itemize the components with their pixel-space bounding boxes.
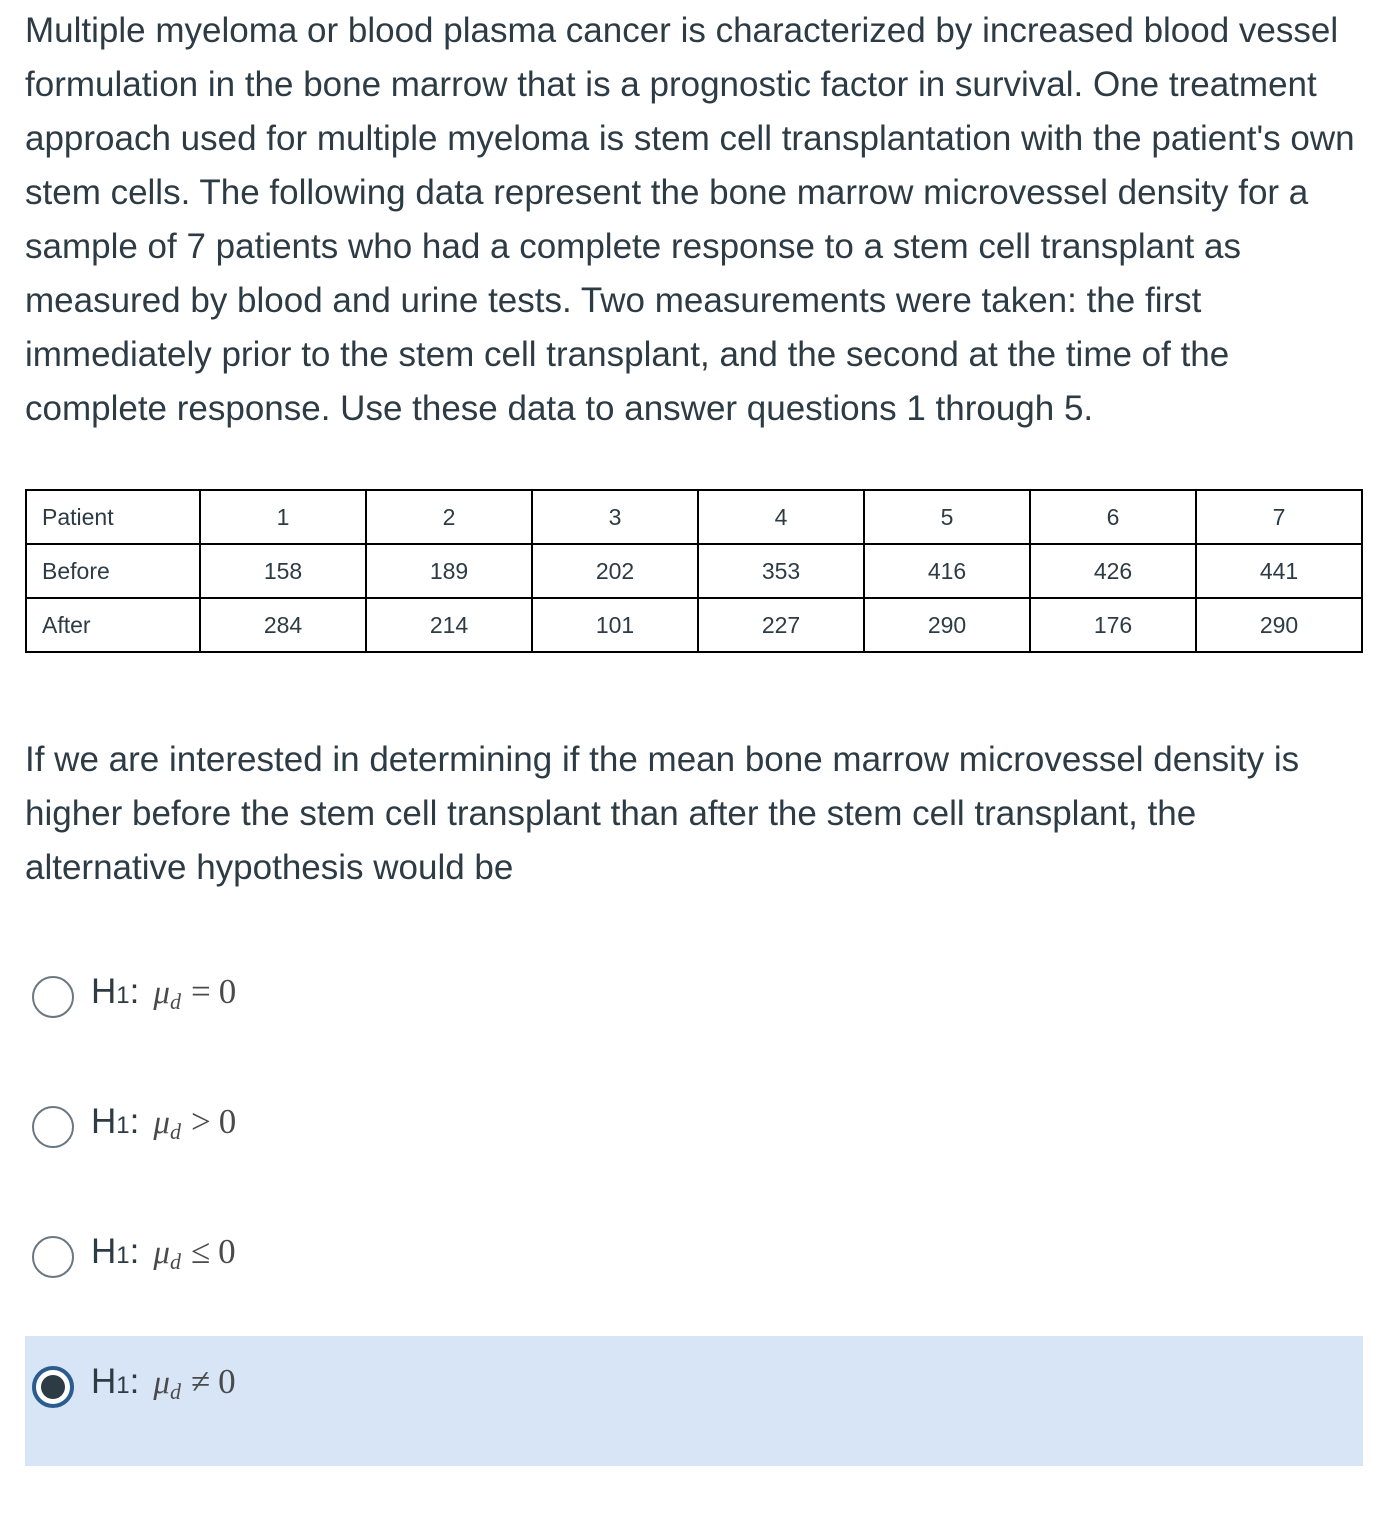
data-table [25, 489, 1363, 653]
hypothesis-expression [153, 1362, 235, 1402]
row-header-before: Before [26, 544, 200, 598]
row-header-patient: Patient [26, 490, 200, 544]
table-cell: 189 [366, 544, 532, 598]
mu-subscript: d [169, 1119, 181, 1144]
hypothesis-expression [153, 1232, 235, 1272]
hypothesis-value: 0 [218, 1362, 236, 1401]
relation-symbol: ≠ [190, 1362, 211, 1401]
radio-button-2[interactable] [32, 1106, 74, 1148]
table-cell: 290 [864, 598, 1030, 652]
table-cell: 176 [1030, 598, 1196, 652]
radio-selected-dot [41, 1375, 65, 1399]
table-cell: 1 [200, 490, 366, 544]
radio-button-1[interactable] [32, 976, 74, 1018]
mu-symbol: μ [153, 1365, 170, 1401]
question-text: If we are interested in determining if the mean bone marrow microvessel density is higher before the stem cell transplant than after the stem cell transplant, the alternative hypothesis would be [25, 740, 1300, 887]
table-cell: 3 [532, 490, 698, 544]
hypothesis-colon: : [129, 1102, 140, 1141]
table-row-patient [26, 490, 1362, 544]
hypothesis-letter: H [91, 1102, 117, 1141]
hypothesis-letter: H [91, 972, 117, 1011]
table-cell: 353 [698, 544, 864, 598]
answer-label-4[interactable]: H 1 : $\mu_d \ne 0$ [91, 1362, 236, 1404]
table-cell: 227 [698, 598, 864, 652]
table-cell: 416 [864, 544, 1030, 598]
mu-symbol: μ [153, 1235, 170, 1271]
table-cell: 101 [532, 598, 698, 652]
mu-subscript: d [169, 1379, 181, 1404]
question-intro: Multiple myeloma or blood plasma cancer is characterized by increased blood vessel formulation in the bone marrow that is a prognostic factor in survival. One treatment approach used for multiple myeloma is stem cell transplantation with the patient's own stem cells. The following data represent the bone marrow microvessel density for a sample of 7 patients who had a complete response to a stem cell transplant as measured by blood and urine tests. Two measurements were taken: the first immediately prior to the stem cell transplant, and the second at the time of the complete response. Use these data to answer questions 1 through 5. [25, 11, 1355, 428]
answer-label-3[interactable]: H 1 : $\mu_d \le 0$ [91, 1232, 236, 1274]
hypothesis-colon: : [129, 1232, 140, 1271]
hypothesis-colon: : [129, 1362, 140, 1401]
mu-symbol: μ [153, 975, 170, 1011]
table-cell: 158 [200, 544, 366, 598]
answer-option-1[interactable] [25, 932, 1363, 1062]
answer-label-1[interactable]: H 1 : $\mu_d = 0$ [91, 972, 237, 1014]
table-cell: 2 [366, 490, 532, 544]
hypothesis-letter: H [91, 1362, 117, 1401]
table-cell: 290 [1196, 598, 1362, 652]
hypothesis-colon: : [129, 972, 140, 1011]
table-cell: 6 [1030, 490, 1196, 544]
answer-label-2[interactable]: H 1 : $\mu_d > 0$ [91, 1102, 237, 1144]
radio-button-3[interactable] [32, 1236, 74, 1278]
mu-subscript: d [169, 1249, 181, 1274]
table-cell: 7 [1196, 490, 1362, 544]
hypothesis-letter: H [91, 1232, 117, 1271]
radio-button-4-checked[interactable] [32, 1366, 74, 1408]
relation-symbol: > [190, 1102, 211, 1141]
relation-symbol: ≤ [190, 1232, 211, 1271]
mu-subscript: d [169, 989, 181, 1014]
hypothesis-expression [153, 972, 236, 1012]
table-cell: 4 [698, 490, 864, 544]
relation-symbol: = [190, 972, 211, 1011]
table-cell: 441 [1196, 544, 1362, 598]
table-row-after [26, 598, 1362, 652]
answer-option-4[interactable] [25, 1336, 1363, 1466]
row-header-after: After [26, 598, 200, 652]
mu-symbol: μ [153, 1105, 170, 1141]
hypothesis-value: 0 [218, 1102, 237, 1141]
table-cell: 202 [532, 544, 698, 598]
table-cell: 284 [200, 598, 366, 652]
answer-option-3[interactable] [25, 1192, 1363, 1322]
hypothesis-value: 0 [218, 972, 237, 1011]
hypothesis-expression [153, 1102, 236, 1142]
table-cell: 426 [1030, 544, 1196, 598]
answer-option-2[interactable] [25, 1062, 1363, 1192]
table-cell: 5 [864, 490, 1030, 544]
hypothesis-value: 0 [218, 1232, 236, 1271]
table-cell: 214 [366, 598, 532, 652]
table-row-before [26, 544, 1362, 598]
